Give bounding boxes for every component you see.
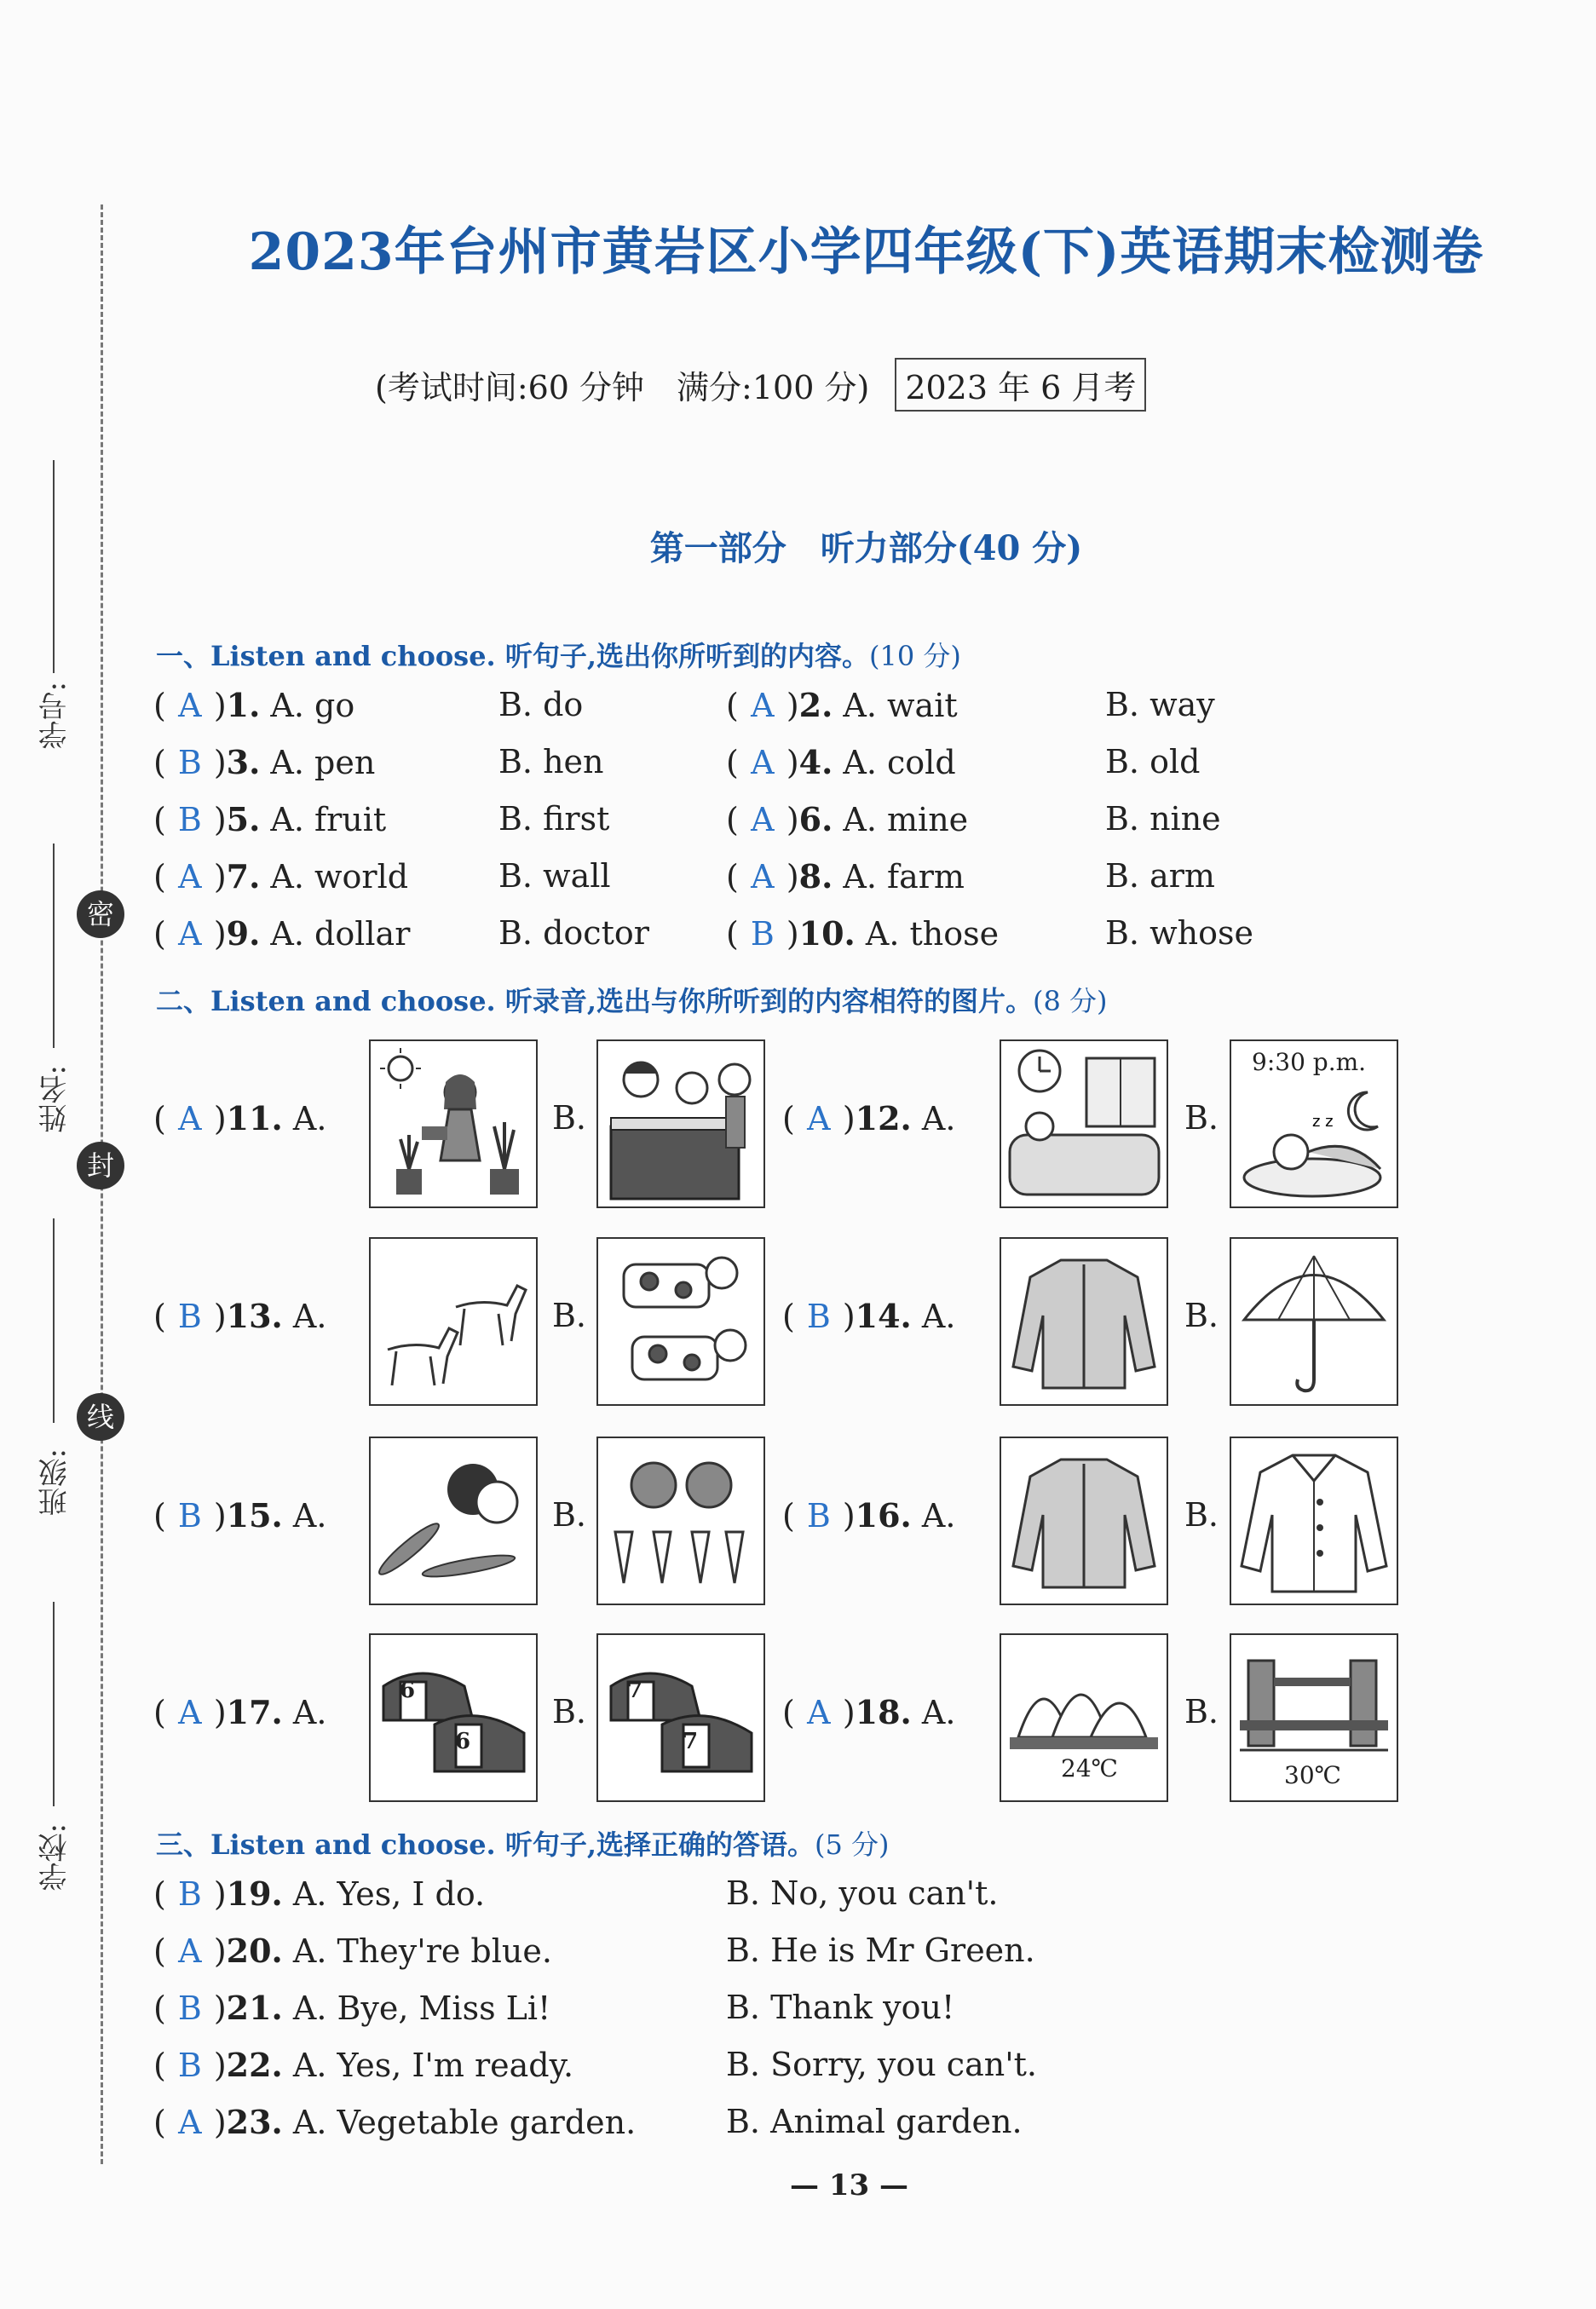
q15-answer[interactable]: B bbox=[177, 1497, 202, 1535]
section-3-points: (5 分) bbox=[814, 1828, 890, 1861]
q7-option-a: A. world bbox=[270, 858, 409, 895]
q18-row: ( A )18. A. bbox=[782, 1693, 956, 1731]
q11-answer[interactable]: A bbox=[178, 1100, 202, 1137]
q16-row: ( B )16. A. bbox=[782, 1496, 956, 1535]
seal-xian: 线 bbox=[77, 1393, 124, 1441]
q6-number: 6. bbox=[798, 800, 833, 838]
exam-duration-score: (考试时间:60 分钟 满分:100 分) bbox=[375, 369, 870, 406]
q16-pic-b-shirt[interactable] bbox=[1230, 1437, 1398, 1605]
q2-option-b: B. way bbox=[1105, 686, 1215, 723]
q2-option-a: A. wait bbox=[843, 687, 958, 724]
q11-option-a: A. bbox=[292, 1100, 327, 1137]
q12-row: ( A )12. A. bbox=[782, 1099, 956, 1137]
q13-row: ( B )13. A. bbox=[153, 1297, 327, 1335]
q7-answer[interactable]: A bbox=[178, 858, 202, 895]
q20-answer[interactable]: A bbox=[178, 1932, 202, 1970]
q17-answer[interactable]: A bbox=[178, 1694, 202, 1731]
q6-row: ( A )6. A. mine bbox=[726, 800, 969, 838]
section-2-title: 二、Listen and choose. 听录音,选出与你所听到的内容相符的图片。 bbox=[156, 985, 1033, 1017]
school-write-line[interactable] bbox=[53, 1602, 55, 1806]
q21-number: 21. bbox=[226, 1989, 283, 2027]
section-1-points: (10 分) bbox=[868, 640, 961, 672]
q19-option-b: B. No, you can't. bbox=[726, 1874, 999, 1912]
q4-number: 4. bbox=[798, 743, 833, 781]
q21-option-a: A. Bye, Miss Li! bbox=[292, 1989, 551, 2027]
q13-pic-a-horses[interactable] bbox=[369, 1237, 538, 1406]
q19-answer[interactable]: B bbox=[177, 1875, 202, 1913]
q6-option-b: B. nine bbox=[1105, 800, 1221, 838]
svg-text:z z: z z bbox=[1312, 1113, 1334, 1131]
q19-number: 19. bbox=[226, 1874, 283, 1913]
q7-row: ( A )7. A. world bbox=[153, 857, 409, 895]
q4-option-a: A. cold bbox=[843, 744, 956, 781]
q14-number: 14. bbox=[855, 1297, 912, 1335]
q17-row: ( A )17. A. bbox=[153, 1693, 327, 1731]
q14-option-a: A. bbox=[921, 1298, 956, 1335]
exam-title: 2023年台州市黄岩区小学四年级(下)英语期末检测卷 bbox=[248, 222, 1484, 282]
q17-shoe-size-a-left: 6 bbox=[400, 1678, 416, 1703]
q19-row: ( B )19. A. Yes, I do. bbox=[153, 1874, 486, 1913]
q15-number: 15. bbox=[226, 1496, 283, 1535]
q23-row: ( A )23. A. Vegetable garden. bbox=[153, 2103, 637, 2141]
q11-pic-b-kids-playing-piano[interactable] bbox=[596, 1039, 765, 1208]
q1-number: 1. bbox=[226, 686, 261, 724]
q16-option-a: A. bbox=[921, 1497, 956, 1535]
q21-row: ( B )21. A. Bye, Miss Li! bbox=[153, 1989, 551, 2027]
q10-answer[interactable]: B bbox=[750, 915, 775, 953]
name-write-line[interactable] bbox=[53, 844, 55, 1048]
exam-info bbox=[375, 358, 1146, 412]
q1-answer[interactable]: A bbox=[178, 687, 202, 724]
q14-option-b-label: B. bbox=[1184, 1297, 1219, 1334]
q7-option-b: B. wall bbox=[498, 857, 611, 895]
q4-answer[interactable]: A bbox=[751, 744, 775, 781]
q22-number: 22. bbox=[226, 2046, 283, 2084]
q12-time-caption: 9:30 p.m. bbox=[1252, 1048, 1367, 1076]
q23-option-b: B. Animal garden. bbox=[726, 2103, 1023, 2140]
q18-pic-a-sydney-opera-house[interactable] bbox=[1000, 1633, 1168, 1802]
q9-answer[interactable]: A bbox=[178, 915, 202, 953]
q15-pic-b-tomatoes-and-carrots[interactable] bbox=[596, 1437, 765, 1605]
q14-pic-a-jacket[interactable] bbox=[1000, 1237, 1168, 1406]
section-1-heading bbox=[156, 635, 961, 674]
q13-answer[interactable]: B bbox=[177, 1298, 202, 1335]
class-write-line[interactable] bbox=[53, 1218, 55, 1423]
q8-row: ( A )8. A. farm bbox=[726, 857, 965, 895]
q16-option-b-label: B. bbox=[1184, 1496, 1219, 1534]
q18-option-b-label: B. bbox=[1184, 1693, 1219, 1730]
q17-pic-b-shoes-size-7[interactable] bbox=[596, 1633, 765, 1802]
part-one-heading: 第一部分 听力部分(40 分) bbox=[649, 528, 1083, 568]
q5-row: ( B )5. A. fruit bbox=[153, 800, 387, 838]
section-3-heading bbox=[156, 1823, 890, 1863]
exam-date-box: 2023 年 6 月考 bbox=[895, 358, 1146, 412]
q14-pic-b-umbrella[interactable] bbox=[1230, 1237, 1398, 1406]
section-2-heading bbox=[156, 980, 1108, 1019]
q10-row: ( B )10. A. those bbox=[726, 914, 1000, 953]
q10-option-b: B. whose bbox=[1105, 914, 1253, 952]
q18-pic-b-tower-bridge[interactable] bbox=[1230, 1633, 1398, 1802]
q3-answer[interactable]: B bbox=[177, 744, 202, 781]
q23-answer[interactable]: A bbox=[178, 2104, 202, 2141]
q18-option-a: A. bbox=[921, 1694, 956, 1731]
q22-option-a: A. Yes, I'm ready. bbox=[292, 2047, 574, 2084]
q5-option-a: A. fruit bbox=[270, 801, 387, 838]
q10-option-a: A. those bbox=[865, 915, 1000, 953]
q1-row: ( A )1. A. go bbox=[153, 686, 355, 724]
q17-shoe-size-a-right: 6 bbox=[455, 1729, 471, 1754]
section-1-title: 一、Listen and choose. 听句子,选出你所听到的内容。 bbox=[156, 640, 869, 672]
label-class: 班级: bbox=[38, 1448, 72, 1517]
q23-option-a: A. Vegetable garden. bbox=[292, 2104, 637, 2141]
q22-answer[interactable]: B bbox=[177, 2047, 202, 2084]
q4-option-b: B. old bbox=[1105, 743, 1201, 780]
q20-row: ( A )20. A. They're blue. bbox=[153, 1932, 552, 1970]
q12-answer[interactable]: A bbox=[807, 1100, 831, 1137]
q22-row: ( B )22. A. Yes, I'm ready. bbox=[153, 2046, 574, 2084]
q12-pic-a-boy-waking-in-bed[interactable] bbox=[1000, 1039, 1168, 1208]
label-name: 姓名: bbox=[38, 1065, 72, 1133]
q21-answer[interactable]: B bbox=[177, 1989, 202, 2027]
q9-row: ( A )9. A. dollar bbox=[153, 914, 411, 953]
q13-pic-b-cows[interactable] bbox=[596, 1237, 765, 1406]
q20-number: 20. bbox=[226, 1932, 283, 1970]
q3-number: 3. bbox=[226, 743, 261, 781]
label-student-id: 学号: bbox=[38, 682, 72, 750]
q4-row: ( A )4. A. cold bbox=[726, 743, 956, 781]
label-school: 学校: bbox=[38, 1823, 72, 1892]
page-number: — 13 — bbox=[790, 2168, 908, 2202]
q18-answer[interactable]: A bbox=[807, 1694, 831, 1731]
q3-option-a: A. pen bbox=[270, 744, 376, 781]
q16-pic-a-jacket[interactable] bbox=[1000, 1437, 1168, 1605]
q17-number: 17. bbox=[226, 1693, 283, 1731]
q17-option-a: A. bbox=[292, 1694, 327, 1731]
seal-feng: 封 bbox=[77, 1142, 124, 1189]
q1-option-b: B. do bbox=[498, 686, 584, 723]
q12-option-a: A. bbox=[921, 1100, 956, 1137]
q23-number: 23. bbox=[226, 2103, 283, 2141]
q9-option-a: A. dollar bbox=[270, 915, 411, 953]
q5-option-b: B. first bbox=[498, 800, 610, 838]
q12-pic-b-boy-sleeping-night[interactable] bbox=[1230, 1039, 1398, 1208]
q20-option-a: A. They're blue. bbox=[292, 1932, 552, 1970]
q8-option-b: B. arm bbox=[1105, 857, 1215, 895]
q17-pic-a-shoes-size-6[interactable] bbox=[369, 1633, 538, 1802]
q3-row: ( B )3. A. pen bbox=[153, 743, 376, 781]
q15-option-a: A. bbox=[292, 1497, 327, 1535]
q19-option-a: A. Yes, I do. bbox=[292, 1875, 486, 1913]
q18-temp-b: 30℃ bbox=[1284, 1761, 1341, 1789]
q14-row: ( B )14. A. bbox=[782, 1297, 956, 1335]
q16-answer[interactable]: B bbox=[806, 1497, 831, 1535]
q13-number: 13. bbox=[226, 1297, 283, 1335]
q2-row: ( A )2. A. wait bbox=[726, 686, 958, 724]
q1-option-a: A. go bbox=[270, 687, 355, 724]
q5-answer[interactable]: B bbox=[177, 801, 202, 838]
q11-option-b-label: B. bbox=[552, 1099, 587, 1137]
q10-number: 10. bbox=[798, 914, 856, 953]
q16-number: 16. bbox=[855, 1496, 912, 1535]
q11-pic-a-girl-watering-plants[interactable] bbox=[369, 1039, 538, 1208]
q14-answer[interactable]: B bbox=[806, 1298, 831, 1335]
q2-number: 2. bbox=[798, 686, 833, 724]
q5-number: 5. bbox=[226, 800, 261, 838]
q6-answer[interactable]: A bbox=[751, 801, 775, 838]
q17-option-b-label: B. bbox=[552, 1693, 587, 1730]
q12-number: 12. bbox=[855, 1099, 912, 1137]
q21-option-b: B. Thank you! bbox=[726, 1989, 955, 2026]
q17-shoe-size-b-left: 7 bbox=[627, 1678, 643, 1703]
q15-option-b-label: B. bbox=[552, 1496, 587, 1534]
q6-option-a: A. mine bbox=[843, 801, 969, 838]
q22-option-b: B. Sorry, you can't. bbox=[726, 2046, 1038, 2083]
q2-answer[interactable]: A bbox=[751, 687, 775, 724]
q11-row: ( A )11. A. bbox=[153, 1099, 327, 1137]
section-3-title: 三、Listen and choose. 听句子,选择正确的答语。 bbox=[156, 1828, 815, 1861]
q18-number: 18. bbox=[855, 1693, 912, 1731]
q8-answer[interactable]: A bbox=[751, 858, 775, 895]
q20-option-b: B. He is Mr Green. bbox=[726, 1932, 1035, 1969]
q13-option-b-label: B. bbox=[552, 1297, 587, 1334]
q13-option-a: A. bbox=[292, 1298, 327, 1335]
q15-row: ( B )15. A. bbox=[153, 1496, 327, 1535]
seal-mi: 密 bbox=[77, 890, 124, 938]
q18-temp-a: 24℃ bbox=[1061, 1754, 1118, 1782]
id-write-line[interactable] bbox=[53, 460, 55, 673]
q3-option-b: B. hen bbox=[498, 743, 604, 780]
q8-number: 8. bbox=[798, 857, 833, 895]
q11-number: 11. bbox=[226, 1099, 283, 1137]
q9-option-b: B. doctor bbox=[498, 914, 649, 952]
section-2-points: (8 分) bbox=[1032, 985, 1108, 1017]
q15-pic-a-onion-and-beans[interactable] bbox=[369, 1437, 538, 1605]
q12-option-b-label: B. bbox=[1184, 1099, 1219, 1137]
q7-number: 7. bbox=[226, 857, 261, 895]
q17-shoe-size-b-right: 7 bbox=[683, 1729, 699, 1754]
q8-option-a: A. farm bbox=[843, 858, 965, 895]
q9-number: 9. bbox=[226, 914, 261, 953]
